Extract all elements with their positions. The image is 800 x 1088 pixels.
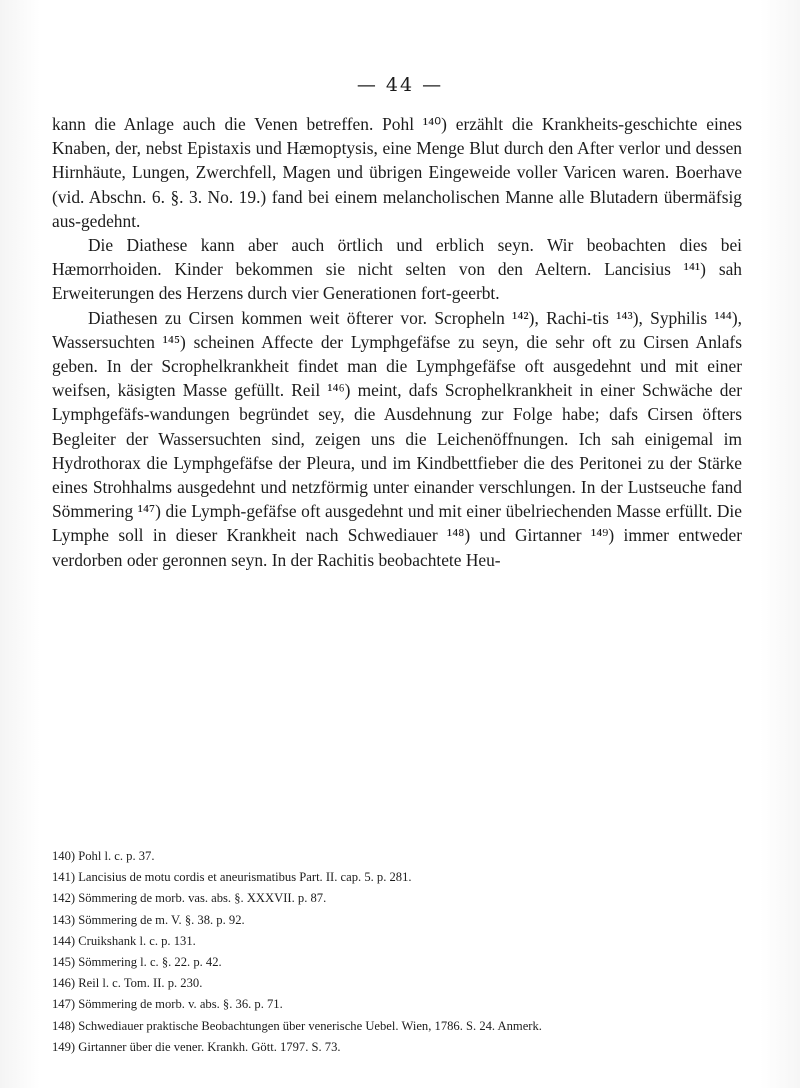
footnote-142: 142) Sömmering de morb. vas. abs. §. XXXVII. p. 87. (52, 891, 327, 906)
footnotes (52, 846, 742, 1058)
paragraph-3: Diathesen zu Cirsen kommen weit öfterer vor. Scropheln ¹⁴²), Rachi-tis ¹⁴³), Syphilis ¹⁴⁴), Wassersuchten ¹⁴⁵) scheinen Affecte der Lymphgefäfse zu seyn, die sehr oft zu Cirsen Anlafs geben. In der Scrophelkrankheit findet man die Lymphgefäfse oft ausgedehnt und mit einer weifsen, käsigten Masse gefüllt. Reil ¹⁴⁶) meint, dafs Scrophelkrankheit in einer Schwäche der Lymphgefäfs-wandungen begründet sey, die Ausdehnung zur Folge habe; dafs Cirsen öfters Begleiter der Wassersuchten sind, zeigen uns die Leichenöffnungen. Ich sah einigemal im Hydrothorax die Lymphgefäfse der Pleura, und im Kindbettfieber die des Peritonei zu der Stärke eines Strohhalms ausgedehnt und netzförmig unter einander verschlungen. In der Lustseuche fand Sömmering ¹⁴⁷) die Lymph-gefäfse oft ausgedehnt und mit einer übelriechenden Masse erfüllt. Die Lymphe soll in dieser Krankheit nach Schwediauer ¹⁴⁸) und Girtanner ¹⁴⁹) immer entweder verdorben oder geronnen seyn. In der Rachitis beobachtete Heu- (52, 307, 742, 570)
footnote-143: 143) Sömmering de m. V. §. 38. p. 92. (52, 912, 245, 927)
page-number: — 44 — (356, 74, 444, 96)
footnote-148: 148) Schwediauer praktische Beobachtungen über venerische Uebel. Wien, 1786. S. 24. Anmerk. (52, 1018, 542, 1033)
footnote-141: 141) Lancisius de motu cordis et aneurismatibus Part. II. cap. 5. p. 281. (52, 870, 412, 885)
main-text (52, 112, 742, 572)
footnote-149: 149) Girtanner über die vener. Krankh. Gött. 1797. S. 73. (52, 1039, 341, 1054)
paragraph-2: Die Diathese kann aber auch örtlich und erblich seyn. Wir beobachten dies bei Hæmorrhoiden. Kinder bekommen sie nicht selten von den Aeltern. Lancisius ¹⁴¹) sah Erweiterungen des Herzens durch vier Generationen fort-geerbt. (52, 235, 742, 304)
footnote-144: 144) Cruikshank l. c. p. 131. (52, 933, 196, 948)
footnote-140: 140) Pohl l. c. p. 37. (52, 849, 155, 863)
footnote-147: 147) Sömmering de morb. v. abs. §. 36. p. 71. (52, 997, 283, 1012)
footnote-145: 145) Sömmering l. c. §. 22. p. 42. (52, 955, 222, 970)
paragraph-1: kann die Anlage auch die Venen betreffen. Pohl ¹⁴⁰) erzählt die Krankheits-geschichte eines Knaben, der, nebst Epistaxis und Hæmoptysis, eine Menge Blut durch den After verlor und dessen Hirnhäute, Lungen, Zwerchfell, Magen und übrigen Eingeweide voller Varicen waren. Boerhave (vid. Abschn. 6. §. 3. No. 19.) fand bei einem melancholischen Manne alle Blutadern übermäfsig aus-gedehnt. (52, 114, 742, 231)
footnote-146: 146) Reil l. c. Tom. II. p. 230. (52, 976, 203, 991)
